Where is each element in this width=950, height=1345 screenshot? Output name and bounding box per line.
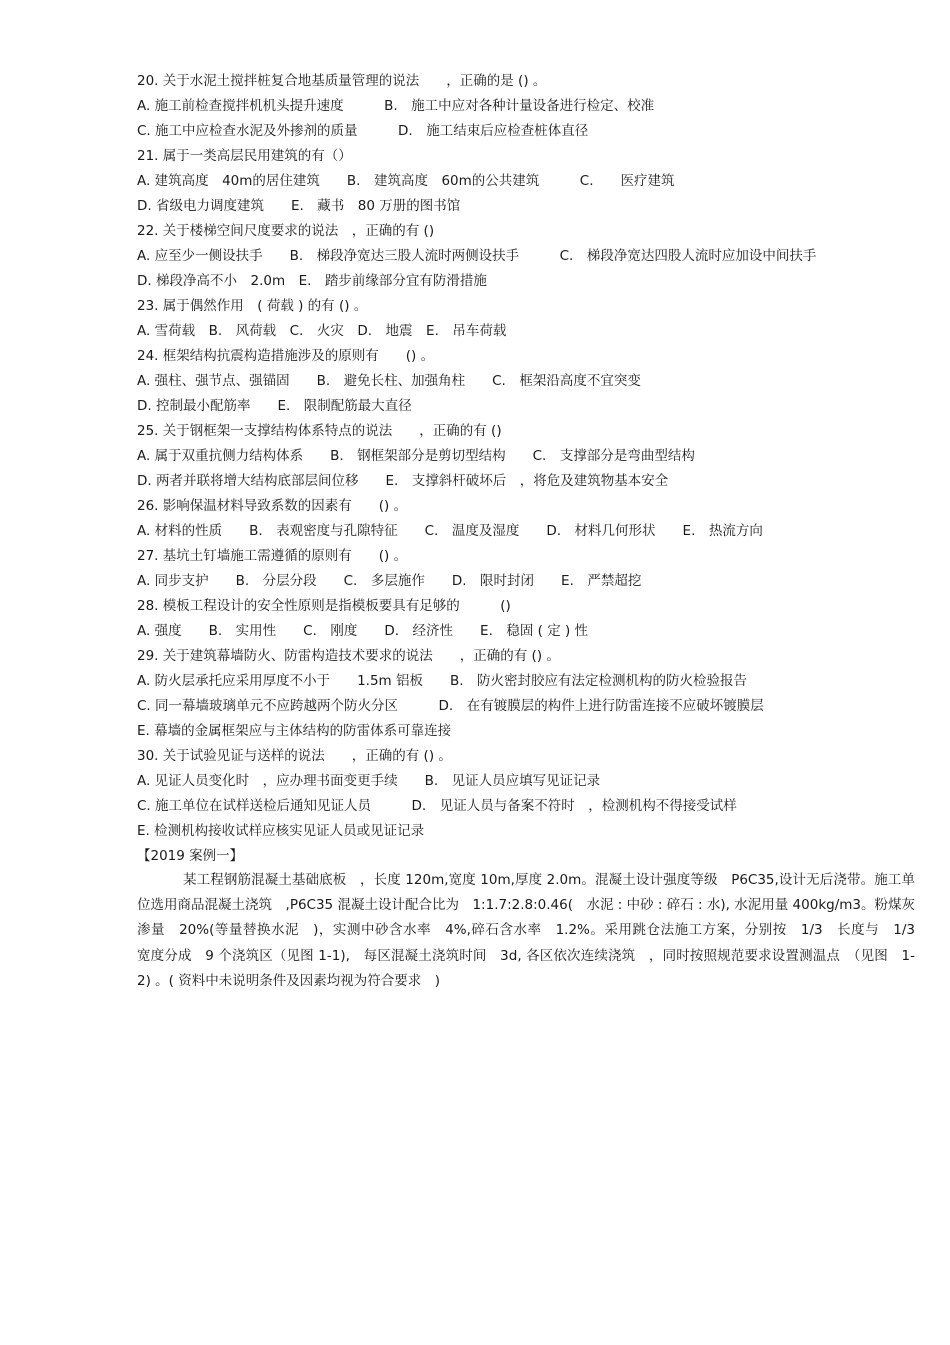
question-26-options: A. 材料的性质 B. 表观密度与孔隙特征 C. 温度及湿度 D. 材料几何形状 E. 热流方向 [137, 523, 763, 539]
question-21-options-de: D. 省级电力调度建筑 E. 藏书 80 万册的图书馆 [137, 198, 461, 214]
question-30-stem: 30. 关于试验见证与送样的说法 ，正确的有 () 。 [137, 748, 452, 764]
question-29-option-e: E. 幕墙的金属框架应与主体结构的防雷体系可靠连接 [137, 723, 452, 739]
question-29-stem: 29. 关于建筑幕墙防火、防雷构造技术要求的说法 ，正确的有 () 。 [137, 648, 560, 664]
question-26-stem: 26. 影响保温材料导致系数的因素有 () 。 [137, 498, 408, 514]
question-25-stem: 25. 关于钢框架一支撑结构体系特点的说法 ，正确的有 () [137, 423, 502, 439]
question-20-stem: 20. 关于水泥土搅拌桩复合地基质量管理的说法 ，正确的是 () 。 [137, 73, 547, 89]
question-23-stem: 23. 属于偶然作用 ( 荷载 ) 的有 () 。 [137, 298, 368, 314]
case-heading: 【2019 案例一】 [137, 848, 244, 864]
question-27-stem: 27. 基坑土钉墙施工需遵循的原则有 () 。 [137, 548, 408, 564]
question-25-options-abc: A. 属于双重抗侧力结构体系 B. 钢框架部分是剪切型结构 C. 支撑部分是弯曲型结构 [137, 448, 695, 464]
question-24-stem: 24. 框架结构抗震构造措施涉及的原则有 () 。 [137, 348, 435, 364]
question-29-options-cd: C. 同一幕墙玻璃单元不应跨越两个防火分区 D. 在有镀膜层的构件上进行防雷连接不应破坏镀膜层 [137, 698, 764, 714]
question-24-options-abc: A. 强柱、强节点、强锚固 B. 避免长柱、加强角柱 C. 框架沿高度不宜突变 [137, 373, 641, 389]
question-22-stem: 22. 关于楼梯空间尺度要求的说法 ，正确的有 () [137, 223, 435, 239]
case-body-paragraph: 某工程钢筋混凝土基础底板 ，长度 120m,宽度 10m,厚度 2.0m。混凝土设计强度等级 P6C35,设计无后浇带。施工单位选用商品混凝土浇筑 ,P6C35 混凝土设计配合比为 1:1.7:2.8:0.46( 水泥 : 中砂 : 碎石 : 水), 水泥用量 400kg/m3。粉煤灰渗量 20%(等量替换水泥 )，实测中砂含水率 4%,碎石含水率 1.2%。采用跳仓法施工方案，分别按 1/3 长度与 1/3 宽度分成 9 个浇筑区（见图 1-1), 每区混凝土浇筑时间 3d, 各区依次连续浇筑 ，同时按照规范要求设置测温点 （见图 1-2) 。( 资料中未说明条件及因素均视为符合要求 ) [137, 872, 929, 989]
question-30-option-e: E. 检测机构接收试样应核实见证人员或见证记录 [137, 823, 425, 839]
question-22-options-de: D. 梯段净高不小 2.0m E. 踏步前缘部分宜有防滑措施 [137, 273, 487, 289]
question-22-options-abc: A. 应至少一侧设扶手 B. 梯段净宽达三股人流时两侧设扶手 C. 梯段净宽达四股人流时应加设中间扶手 [137, 248, 817, 264]
question-20-options-cd: C. 施工中应检查水泥及外掺剂的质量 D. 施工结束后应检查桩体直径 [137, 123, 589, 139]
question-24-options-de: D. 控制最小配筋率 E. 限制配筋最大直径 [137, 398, 412, 414]
question-25-options-de: D. 两者并联将增大结构底部层间位移 E. 支撑斜杆破坏后 ，将危及建筑物基本安全 [137, 473, 669, 489]
question-27-options: A. 同步支护 B. 分层分段 C. 多层施作 D. 限时封闭 E. 严禁超挖 [137, 573, 642, 589]
question-23-options: A. 雪荷载 B. 风荷载 C. 火灾 D. 地震 E. 吊车荷载 [137, 323, 507, 339]
question-28-stem: 28. 模板工程设计的安全性原则是指模板要具有足够的 () [137, 598, 511, 614]
question-21-options-abc: A. 建筑高度 40m的居住建筑 B. 建筑高度 60m的公共建筑 C. 医疗建筑 [137, 173, 675, 189]
question-28-options: A. 强度 B. 实用性 C. 刚度 D. 经济性 E. 稳固 ( 定 ) 性 [137, 623, 589, 639]
question-20-options-ab: A. 施工前检查搅拌机机头提升速度 B. 施工中应对各种计量设备进行检定、校准 [137, 98, 655, 114]
question-29-options-ab: A. 防火层承托应采用厚度不小于 1.5m 铝板 B. 防火密封胶应有法定检测机构的防火检验报告 [137, 673, 748, 689]
question-21-stem: 21. 属于一类高层民用建筑的有（） [137, 148, 352, 164]
question-30-options-cd: C. 施工单位在试样送检后通知见证人员 D. 见证人员与备案不符时 ，检测机构不得接受试样 [137, 798, 737, 814]
question-30-options-ab: A. 见证人员变化时 ，应办理书面变更手续 B. 见证人员应填写见证记录 [137, 773, 601, 789]
